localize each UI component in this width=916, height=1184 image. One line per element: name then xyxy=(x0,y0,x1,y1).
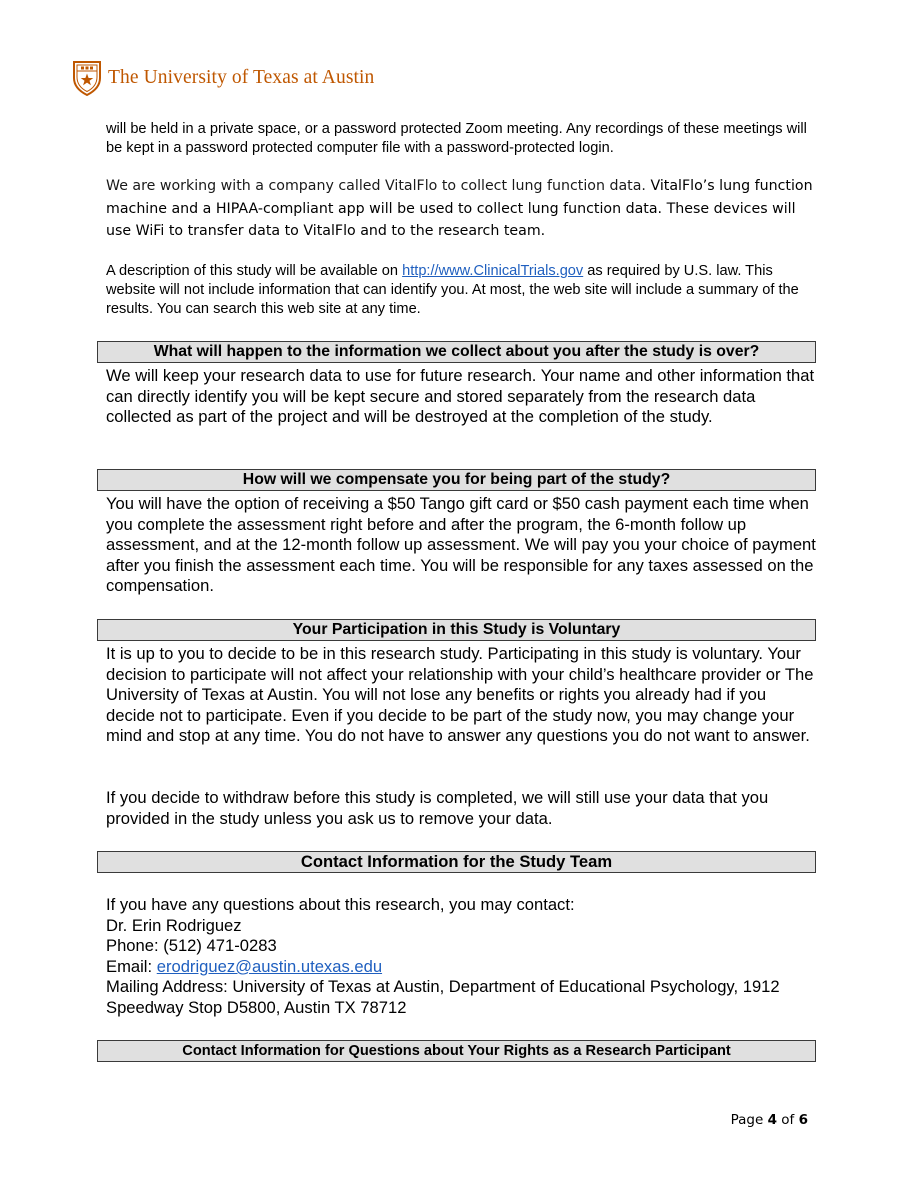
section-body-after-study: We will keep your research data to use for future research. Your name and other information that can directly identify you will be kept secure and stored separately from the research data collected as part of the project and will be destroyed at the completion of the study. xyxy=(106,366,815,427)
intro-paragraph-vitalflo xyxy=(106,175,818,243)
page-of: of xyxy=(776,1112,799,1128)
contact-intro: If you have any questions about this research, you may contact: xyxy=(106,895,575,914)
intro-paragraph-clinicaltrials xyxy=(106,262,818,319)
section-heading-rights: Contact Information for Questions about Your Rights as a Research Participant xyxy=(97,1040,816,1062)
contact-email-link[interactable]: erodriguez@austin.utexas.edu xyxy=(156,956,383,976)
vitalflo-sentence-2: VitalFlo’s lung function machine and a HIPAA-compliant app will be used to collect lung function data. These devices will use WiFi to transfer data to VitalFlo and to the research team. xyxy=(106,178,813,239)
contact-name: Dr. Erin Rodriguez xyxy=(106,915,242,935)
contact-email-line xyxy=(106,957,818,978)
contact-phone: Phone: (512) 471-0283 xyxy=(106,936,277,956)
contact-mailing-address: Mailing Address: University of Texas at Austin, Department of Educational Psychology, 1912 Speedway Stop D5800, Austin TX 78712 xyxy=(106,977,780,1017)
contact-block xyxy=(106,895,818,1019)
vitalflo-sentence-1: We are working with a company called VitalFlo to collect lung function data. xyxy=(106,178,651,194)
section-heading-after-study: What will happen to the information we collect about you after the study is over? xyxy=(97,341,816,363)
university-logo xyxy=(72,60,374,96)
page-current: 4 xyxy=(767,1112,777,1128)
page-label: Page xyxy=(730,1112,768,1128)
section-body-compensation: You will have the option of receiving a $50 Tango gift card or $50 cash payment each time when you complete the assessment right before and after the program, the 6-month follow up assessment, and at the 12-month follow up assessment. We will pay you your choice of payment after you finish the assessment each time. You will be responsible for any taxes assessed on the compensation. xyxy=(106,494,816,596)
page-total: 6 xyxy=(798,1112,808,1128)
clinicaltrials-pre: A description of this study will be available on xyxy=(106,263,403,279)
university-name: The University of Texas at Austin xyxy=(108,67,375,88)
intro-paragraph-recordings: will be held in a private space, or a password protected Zoom meeting. Any recordings of these meetings will be kept in a password protected computer file with a password-protected login. xyxy=(106,121,807,156)
section-body-voluntary-1: It is up to you to decide to be in this research study. Participating in this study is voluntary. Your decision to participate will not affect your relationship with your child’s healthcare provider or The University of Texas at Austin. You will not lose any benefits or rights you already had if you decide not to participate. Even if you decide to be part of the study now, you may change your mind and stop at any time. You do not have to answer any questions you do not want to answer. xyxy=(106,644,814,746)
contact-email-label: Email: xyxy=(106,956,157,976)
section-heading-compensation: How will we compensate you for being part of the study? xyxy=(97,469,816,491)
ut-seal-icon xyxy=(72,60,102,96)
page-number xyxy=(731,1112,808,1128)
clinicaltrials-post: as required by U.S. law. This website will not include information that can identify you. At most, the web site will include a summary of the results. You can search this web site at any time. xyxy=(106,263,799,317)
section-heading-contact: Contact Information for the Study Team xyxy=(97,851,816,873)
clinicaltrials-link[interactable]: http://www.ClinicalTrials.gov xyxy=(402,263,584,279)
section-body-voluntary-2: If you decide to withdraw before this study is completed, we will still use your data that you provided in the study unless you ask us to remove your data. xyxy=(106,788,769,828)
section-heading-voluntary: Your Participation in this Study is Voluntary xyxy=(97,619,816,641)
